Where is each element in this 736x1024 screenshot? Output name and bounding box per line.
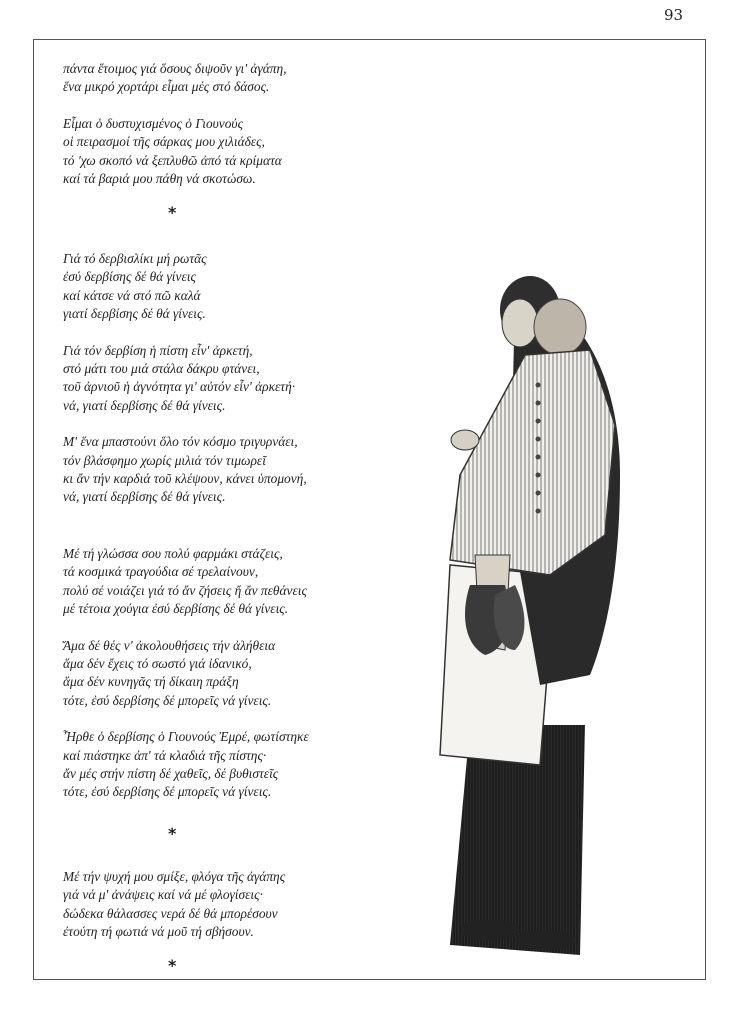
poem-line: κι ἄν τήν καρδιά τοῦ κλέψουν, κάνει ὑπομονή, xyxy=(63,471,307,487)
poem-text xyxy=(63,250,433,820)
poem-line: Μέ τήν ψυχή μου σμίξε, φλόγα τῆς ἀγάπης xyxy=(63,869,286,884)
poem-line: ἐσύ δερβίσης δέ θά γίνεις xyxy=(63,269,196,285)
poem-line: οἱ πειρασμοί τῆς σάρκας μου χιλιάδες, xyxy=(63,134,265,150)
poem-line: Εἶμαι ὁ δυστυχισμένος ὁ Γιουνούς xyxy=(63,115,244,131)
poem-line: Ἦρθε ὁ δερβίσης ὁ Γιουνούς Ἐμρέ, φωτίστηκε xyxy=(63,729,309,745)
poem-line: ἄν μές στήν πίστη δέ χαθεῖς, δέ βυθιστεῖς xyxy=(63,765,279,781)
poem-line: τότε, ἐσύ δερβίσης δέ μπορεῖς νά γίνεις. xyxy=(63,692,272,708)
section-separator: * xyxy=(168,824,177,843)
poem-line: Γιά τόν δερβίση ἡ πίστη εἶν' ἀρκετή, xyxy=(63,342,253,358)
poem-line: τόν βλάσφημο χωρίς μιλιά τόν τιμωρεῖ xyxy=(63,452,266,468)
section-separator: * xyxy=(168,956,177,975)
poem-line: τοῦ ἀρνιοῦ ἡ ἀγνότητα γι' αὐτόν εἶν' ἀρκετή· xyxy=(63,379,296,395)
poem-line: τά κοσμικά τραγούδια σέ τρελαίνουν, xyxy=(63,564,259,580)
poem-line: δώδεκα θάλασσες νερά δέ θά μπορέσουν xyxy=(63,905,278,921)
poem-line: γιατί δερβίσης δέ θά γίνεις. xyxy=(63,306,206,322)
poem-line: ἅμα δέν κυνηγᾶς τή δίκαιη πράξη xyxy=(63,674,239,690)
poem-line: πολύ σέ νοιάζει γιά τό ἄν ζήσεις ἤ ἄν πεθάνεις xyxy=(63,582,307,598)
poem-stanza xyxy=(63,637,433,711)
poem-text xyxy=(63,60,433,206)
poem-line: νά, γιατί δερβίσης δέ θά γίνεις. xyxy=(63,397,226,413)
poem-line: νά, γιατί δερβίσης δέ θά γίνεις. xyxy=(63,489,226,505)
poem-line: Μ' ἕνα μπαστούνι ὅλο τόν κόσμο τριγυρνάει, xyxy=(63,434,298,450)
poem-line: τότε, ἐσύ δερβίσης δέ μπορεῖς νά γίνεις. xyxy=(63,784,272,800)
poem-line: ἕνα μικρό χορτάρι εἶμαι μές στό δάσος. xyxy=(63,79,270,95)
page-number: 93 xyxy=(664,6,684,24)
poem-line: Μέ τή γλώσσα σου πολύ φαρμάκι στάζεις, xyxy=(63,545,283,561)
poem-stanza xyxy=(63,728,433,802)
poem-stanza xyxy=(63,433,433,507)
poem-stanza xyxy=(63,250,433,324)
poem-text xyxy=(63,868,433,960)
poem-line: Γιά τό δερβισλίκι μή ρωτᾶς xyxy=(63,251,207,266)
figure-icon xyxy=(420,255,640,955)
poem-stanza xyxy=(63,115,433,189)
poem-line: ἐτούτη τή φωτιά νά μοῦ τή σβήσουν. xyxy=(63,924,254,940)
poem-line: γιά νά μ' ἀνάψεις καί νά μέ φλογίσεις· xyxy=(63,887,263,903)
poem-line: καί κάτσε νά στό πῶ καλά xyxy=(63,287,201,303)
poem-line: τό 'χω σκοπό νά ξεπλυθῶ ἀπό τά κρίματα xyxy=(63,152,282,168)
poem-line: στό μάτι του μιά στάλα δάκρυ φτάνει, xyxy=(63,361,260,377)
poem-line: καί πιάστηκε ἀπ' τά κλαδιά τῆς πίστης· xyxy=(63,747,267,763)
poem-stanza xyxy=(63,342,433,416)
poem-line: μέ τέτοια χούγια ἐσύ δερβίσης δέ θά γίνεις. xyxy=(63,601,289,617)
poem-stanza xyxy=(63,60,433,97)
poem-line: Ἄμα δέ θές ν' ἀκολουθήσεις τήν ἀλήθεια xyxy=(63,637,276,653)
poem-line: ἅμα δέν ἔχεις τό σωστό γιά ἰδανικό, xyxy=(63,655,252,671)
poem-line: καί τά βαριά μου πάθη νά σκοτώσω. xyxy=(63,171,256,187)
poem-stanza xyxy=(63,545,433,619)
poem-stanza xyxy=(63,868,433,942)
section-separator: * xyxy=(168,203,177,222)
poem-line: πάντα ἕτοιμος γιά ὅσους διψοῦν γι' ἀγάπη, xyxy=(63,61,287,76)
